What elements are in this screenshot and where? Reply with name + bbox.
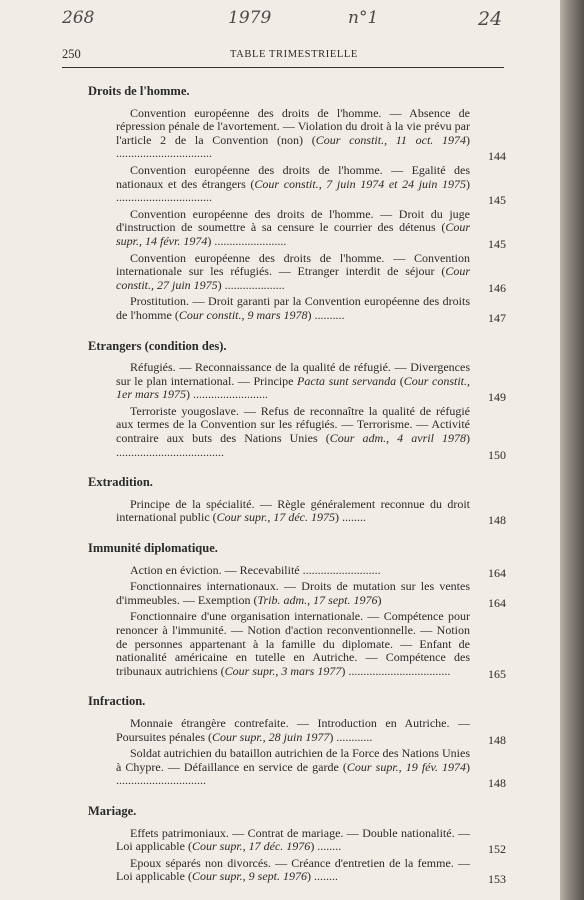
page-ref: 146 bbox=[488, 280, 506, 295]
index-entry: Terroriste yougoslave. — Refus de reconnaître la qualité de réfugié aux termes de la Convention sur les réfugiés. — Terrorisme. — Activité contraire aux buts des Nations Unies (Cour adm., 4 avril 1978) .................................... 150 bbox=[116, 403, 506, 462]
index-entry: Fonctionnaires internationaux. — Droits de mutation sur les ventes d'immeubles. — Exemption (Trib. adm., 17 sept. 1976) 164 bbox=[116, 579, 506, 610]
page-ref: 149 bbox=[488, 390, 506, 405]
section-title: Immunité diplomatique. bbox=[88, 541, 218, 556]
section-extradition bbox=[88, 475, 506, 528]
page-ref: 145 bbox=[488, 236, 506, 251]
handwritten-note: 268 bbox=[62, 8, 95, 28]
section-title: Infraction. bbox=[88, 694, 146, 709]
page-ref: 152 bbox=[488, 842, 506, 857]
section-infraction bbox=[88, 694, 506, 791]
running-title: TABLE TRIMESTRIELLE bbox=[230, 49, 358, 60]
index-entry: Convention européenne des droits de l'homme. — Convention internationale sur les réfugiés. — Etranger interdit de séjour (Cour constit., 27 juin 1975) .................... 146 bbox=[116, 250, 506, 295]
page-ref: 165 bbox=[488, 666, 506, 681]
section-immunite-diplomatique bbox=[88, 541, 506, 681]
section-mariage bbox=[88, 803, 506, 887]
index-entry: Réfugiés. — Reconnaissance de la qualité de réfugié. — Divergences sur le plan international. — Principe Pacta sunt servanda (Cour constit., 1er mars 1975) ......................... 149 bbox=[116, 360, 506, 405]
section-title: Droits de l'homme. bbox=[88, 84, 190, 98]
index-entry: Convention européenne des droits de l'homme. — Absence de répression pénale de l'avortement. — Violation du droit à la vie prévu par l'article 2 de la Convention (non) (Cour constit., 11 oct. 1974) ................................ 144 bbox=[116, 105, 506, 164]
handwritten-note: 24 bbox=[478, 8, 503, 30]
header-rule bbox=[62, 67, 504, 68]
handwritten-note: n°1 bbox=[348, 8, 379, 28]
page-ref: 145 bbox=[488, 193, 506, 208]
index-entry: Prostitution. — Droit garanti par la Convention européenne des droits de l'homme (Cour constit., 9 mars 1978) .......... 147 bbox=[116, 294, 506, 325]
index-entry: Convention européenne des droits de l'homme. — Droit du juge d'instruction de soumettre à sa censure le courrier des détenus (Cour supr., 14 févr. 1974) ........................ 145 bbox=[116, 206, 506, 251]
page-ref: 150 bbox=[488, 447, 506, 462]
page-number: 250 bbox=[62, 47, 81, 61]
section-droits-de-l-homme bbox=[88, 85, 506, 323]
page-ref: 153 bbox=[488, 872, 506, 887]
page-ref: 144 bbox=[488, 149, 506, 164]
index-entry: Soldat autrichien du bataillon autrichien de la Force des Nations Unies à Chypre. — Défaillance en service de garde (Cour supr., 19 fév. 1974) .............................. 148 bbox=[116, 746, 506, 791]
index-entry: Convention européenne des droits de l'homme. — Egalité des nationaux et des étrangers (Cour constit., 7 juin 1974 et 24 juin 1975) ................................ 145 bbox=[116, 162, 506, 208]
index-entry: Principe de la spécialité. — Règle généralement reconnue du droit international public (Cour supr., 17 déc. 1975) ........ 148 bbox=[116, 496, 506, 528]
page-ref: 148 bbox=[488, 513, 506, 528]
section-title: Extradition. bbox=[88, 475, 153, 490]
section-title: Etrangers (condition des). bbox=[88, 338, 227, 353]
index-entry: Epoux séparés non divorcés. — Créance d'entretien de la femme. — Loi applicable (Cour supr., 9 sept. 1976) ........ 153 bbox=[116, 855, 506, 887]
page-ref: 148 bbox=[488, 776, 506, 791]
page-ref: 164 bbox=[488, 595, 506, 610]
index-entry: Fonctionnaire d'une organisation internationale. — Compétence pour renoncer à l'immunité. — Notion d'action reconventionnelle. — Notion de personnes appartenant à la famille du diplomate. — Enfant de nationalité américaine en tutelle en Autriche. — Compétence des tribunaux autrichiens (Cour supr., 3 mars 1977) .................................. 165 bbox=[116, 609, 506, 681]
section-etrangers bbox=[88, 340, 506, 460]
page-ref: 164 bbox=[488, 565, 506, 580]
book-spine-shadow bbox=[560, 0, 584, 900]
section-title: Mariage. bbox=[88, 803, 137, 818]
page-ref: 148 bbox=[488, 732, 506, 747]
index-entry: Monnaie étrangère contrefaite. — Introduction en Autriche. — Poursuites pénales (Cour supr., 28 juin 1977) ............ 148 bbox=[116, 715, 506, 747]
handwritten-note: 1979 bbox=[228, 8, 272, 28]
index-entry: Effets patrimoniaux. — Contrat de mariage. — Double nationalité. — Loi applicable (Cour supr., 17 déc. 1976) ........ 152 bbox=[116, 825, 506, 857]
page-ref: 147 bbox=[488, 310, 506, 325]
index-content bbox=[88, 85, 506, 900]
index-entry: Action en éviction. — Recevabilité .......................... 164 bbox=[130, 562, 506, 580]
